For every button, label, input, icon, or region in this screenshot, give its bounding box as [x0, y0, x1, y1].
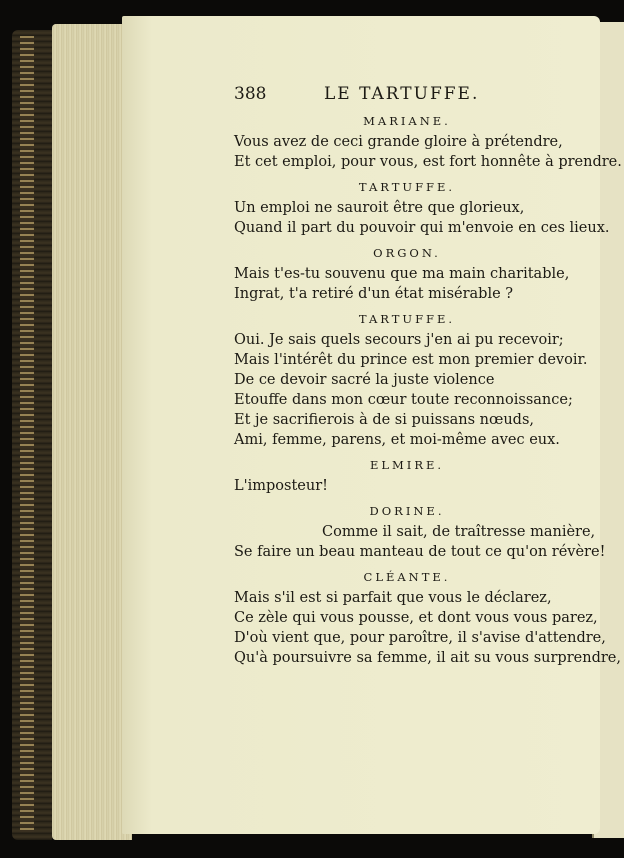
speech-block [112, 500, 606, 562]
verse-line: Etouffe dans mon cœur toute reconnoissance; [234, 392, 573, 408]
verse-line: Mais l'intérêt du prince est mon premier devoir. [234, 352, 588, 368]
verse-line: Et je sacrifierois à de si puissans nœuds, [234, 412, 535, 428]
verse-line: Comme il sait, de traîtresse manière, [322, 524, 596, 540]
speaker-name: TARTUFFE. [358, 180, 456, 194]
speaker-name: CLÉANTE. [363, 570, 451, 584]
verse-line: L'imposteur! [234, 478, 328, 494]
running-title: LE TARTUFFE. [324, 84, 480, 104]
speaker-name: ELMIRE. [369, 458, 445, 472]
spine-ornament [20, 36, 34, 832]
verse-line: Ami, femme, parens, et moi-même avec eux. [234, 432, 560, 448]
verse-line: Oui. Je sais quels secours j'en ai pu recevoir; [234, 332, 564, 348]
speech-block [112, 110, 622, 172]
verse-line: Vous avez de ceci grande gloire à prétendre, [234, 134, 563, 150]
page-number: 388 [234, 84, 267, 104]
verse-line: D'où vient que, pour paroître, il s'avise d'attendre, [234, 630, 606, 646]
verse-line: Se faire un beau manteau de tout ce qu'on révère! [234, 544, 606, 560]
verse-line: Un emploi ne sauroit être que glorieux, [234, 200, 525, 216]
verse-line: Mais s'il est si parfait que vous le déclarez, [234, 590, 552, 606]
verse-line: Ce zèle qui vous pousse, et dont vous vous parez, [234, 610, 598, 626]
verse-line: Qu'à poursuivre sa femme, il ait su vous surprendre, [234, 650, 621, 666]
verse-line: De ce devoir sacré la juste violence [234, 372, 495, 388]
speech-block [112, 308, 588, 450]
page-header [112, 82, 582, 110]
verse-line: Et cet emploi, pour vous, est fort honnête à prendre. [234, 154, 622, 170]
speaker-name: ORGON. [373, 246, 441, 260]
verse-line: Ingrat, t'a retiré d'un état misérable ? [234, 286, 514, 302]
speech-block [112, 454, 582, 496]
verse-line: Quand il part du pouvoir qui m'envoie en ces lieux. [234, 220, 610, 236]
speech-block [112, 566, 621, 668]
speech-block [112, 242, 582, 304]
verse-line: Mais t'es-tu souvenu que ma main charitable, [234, 266, 570, 282]
speaker-name: TARTUFFE. [358, 312, 456, 326]
page-text [112, 82, 622, 668]
speech-block [112, 176, 610, 238]
speaker-name: MARIANE. [363, 114, 451, 128]
speaker-name: DORINE. [369, 504, 445, 518]
